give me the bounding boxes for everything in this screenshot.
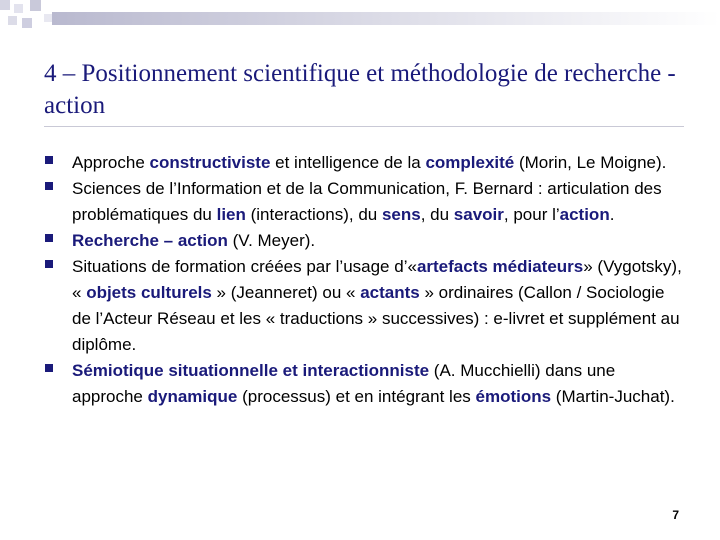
highlighted-term: action [559,205,610,224]
bullet-item [44,254,684,358]
bullet-square-icon [45,364,53,372]
bullet-text [72,361,675,406]
bullet-text-segment: Situations de formation créées par l’usage d’« [72,257,417,276]
bullet-text-segment: et intelligence de la [270,153,426,172]
highlighted-term: Sémiotique situationnelle et interactionniste [72,361,430,380]
bullet-text-segment: (A. Mucchielli) dans une approche [72,361,616,406]
highlighted-term: sens [381,205,421,224]
highlighted-term: émotions [475,387,552,406]
bullet-square-icon [45,156,53,164]
bullet-text-segment: Sciences de l’Information et de la Communication, F. Bernard : articulation des problématiques du [72,179,662,224]
bullet-text-segment: (interactions), du [245,205,382,224]
bullet-text [72,231,315,250]
deco-square [22,18,32,28]
title-divider [44,126,684,127]
bullet-text-segment: , pour l’ [503,205,560,224]
deco-square [8,16,17,25]
bullet-text-segment: , du [420,205,454,224]
highlighted-term: lien [216,205,246,224]
bullet-text-segment: . [609,205,615,224]
highlighted-term: savoir [453,205,504,224]
bullet-text-segment: » ordinaires (Callon / Sociologie de l’Acteur Réseau et les « traductions » successives) : e-livret et supplément au diplôme. [72,283,680,354]
corner-decoration [0,0,720,30]
bullet-text-segment: (Martin-Juchat). [551,387,675,406]
bullet-item [44,150,684,176]
bullet-text-segment: (V. Meyer). [227,231,316,250]
bullet-text-segment: (Morin, Le Moigne). [514,153,667,172]
bullet-text-segment: (processus) et en intégrant les [237,387,476,406]
slide-title: 4 – Positionnement scientifique et méthodologie de recherche - action [44,60,676,119]
bullet-square-icon [45,182,53,190]
bullet-item [44,228,684,254]
deco-square [0,0,10,10]
highlighted-term: dynamique [147,387,238,406]
highlighted-term: constructiviste [149,153,271,172]
bullet-item [44,176,684,228]
highlighted-term: Recherche – action [72,231,228,250]
deco-square [30,0,41,11]
bullet-text-segment: » (Jeanneret) ou « [211,283,361,302]
bullet-text [72,257,682,354]
deco-square [14,4,23,13]
bullet-list [44,150,684,410]
bullet-text [72,153,666,172]
highlighted-term: artefacts médiateurs [416,257,584,276]
bullet-text [72,179,662,224]
deco-bar [52,12,720,25]
bullet-text-segment: Approche [72,153,150,172]
highlighted-term: complexité [425,153,515,172]
bullet-square-icon [45,234,53,242]
deco-square [44,14,52,22]
page-number: 7 [672,508,679,522]
bullet-item [44,358,684,410]
bullet-square-icon [45,260,53,268]
highlighted-term: objets culturels [86,283,212,302]
highlighted-term: actants [360,283,420,302]
bullet-text-segment: » (Vygotsky), « [72,257,682,302]
